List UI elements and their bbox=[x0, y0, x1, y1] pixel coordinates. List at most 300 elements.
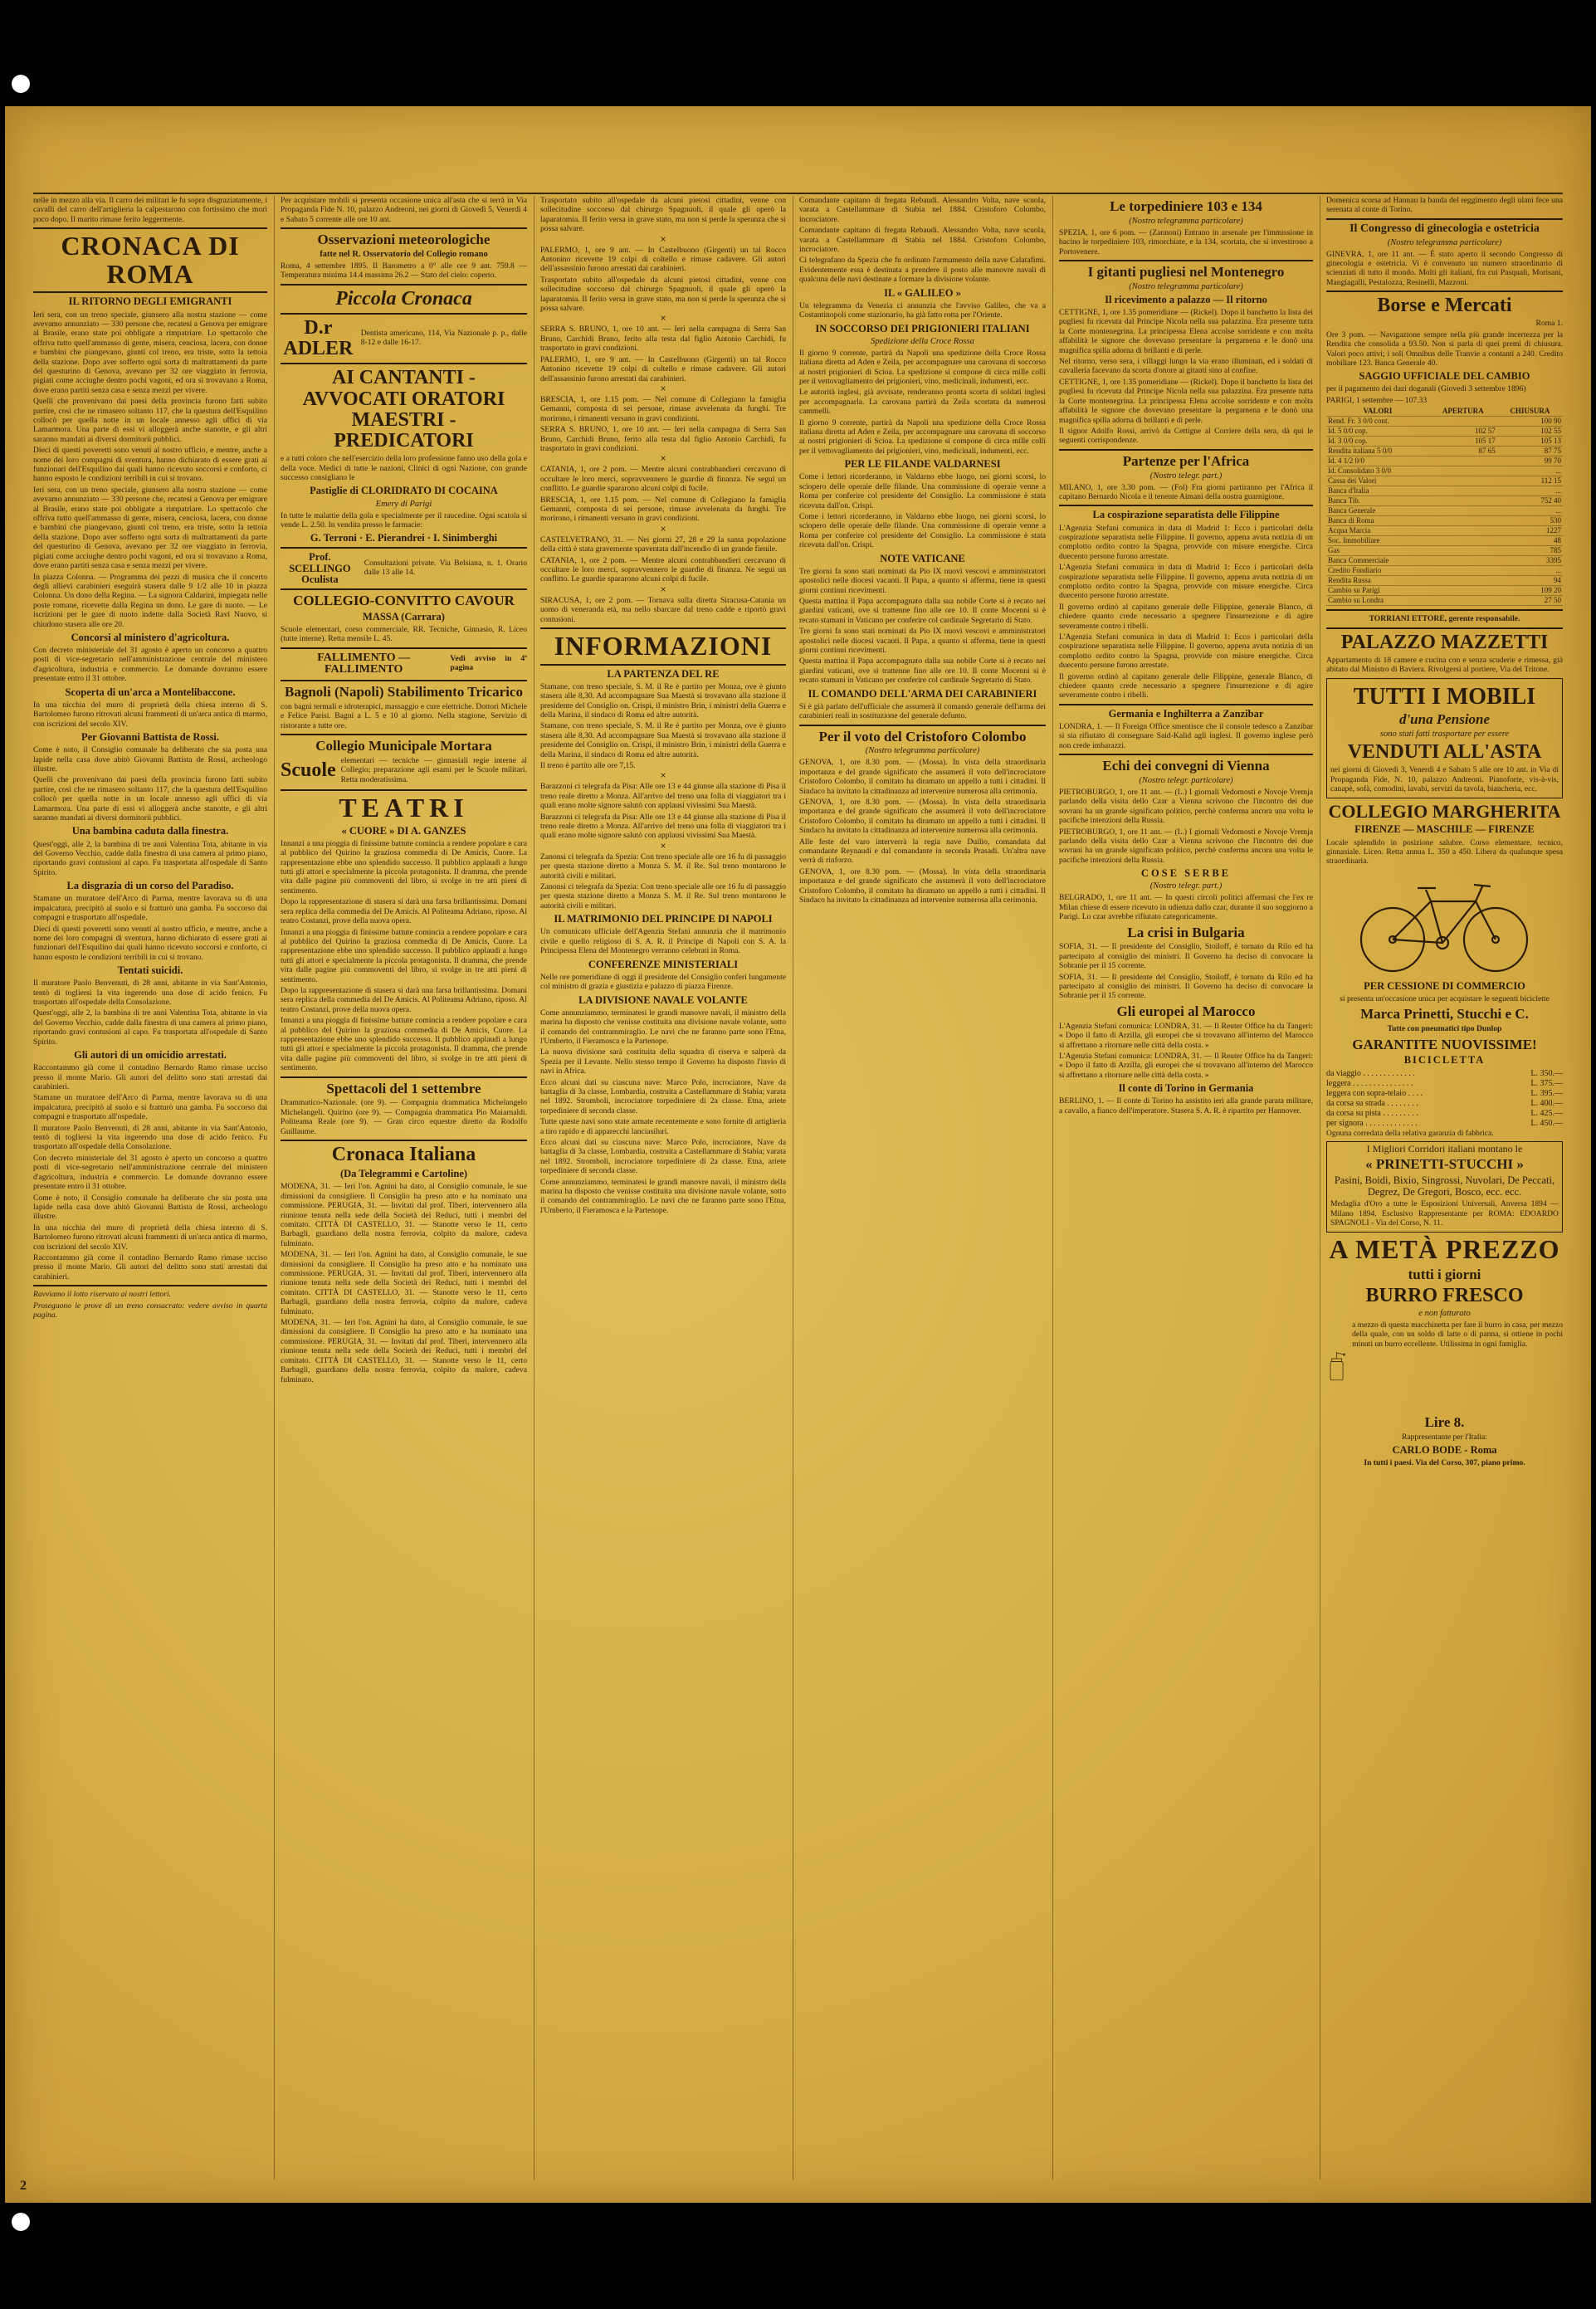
col-header-valori: VALORI bbox=[1326, 407, 1429, 417]
article-subheadline: Spedizione della Croce Rossa bbox=[871, 336, 974, 346]
article-text: Stamane, con treno speciale, S. M. il Re è partito per Monza, ove è giunto stasera alle 8,30. Ad accompagnare Sua Maestà si trovavano alla stazione il presidente del Consiglio on. Crispi, il ministro Brin, i ministri della Guerra e della Marina, il sindaco di Roma ed altre autorità. bbox=[540, 681, 786, 720]
divider bbox=[33, 227, 267, 229]
cell-valore: Gas bbox=[1326, 546, 1429, 556]
cell-valore: Banca Tib. bbox=[1326, 496, 1429, 506]
informazioni-headline: INFORMAZIONI bbox=[554, 631, 773, 661]
borse-city: Roma 1. bbox=[1535, 319, 1563, 329]
article-headline: PER LE FILANDE VALDARNESI bbox=[844, 458, 1001, 471]
cell-chiusura: 785 bbox=[1497, 546, 1563, 556]
cell-valore: Soc. Immobiliare bbox=[1326, 536, 1429, 546]
article-text: Ci telegrafano da Spezia che fu ordinato l'armamento della nave Calatafimi. Evidentemente essa è destinata a prendere il posto alle manovre navali di qualcuna delle navi destinate a formare la divisione volante. bbox=[799, 256, 1046, 285]
mortara-text: elementari — tecniche — ginnasiali regie interne al Collegio; preparazione agli esami per le Scuole militari. Retta moderatissima. bbox=[340, 755, 527, 784]
binding-hole-top bbox=[12, 75, 30, 93]
divider bbox=[281, 789, 527, 791]
brief-text: Raccontammo già come il contadino Bernardo Ramo rimase ucciso presso il monte Mario. Gli autori del delitto sono stati arrestati dai carabinieri. bbox=[33, 1252, 267, 1281]
brief-text: In una nicchia del muro di proprietà della chiesa interno di S. Bartolomeo furono ritrovati alcuni frammenti di un'arca antica di marmo, con iscrizioni del secolo XIV. bbox=[33, 1223, 267, 1252]
cell-apertura bbox=[1429, 417, 1497, 427]
article-text: Trasportato subito all'ospedale da alcuni pietosi cittadini, venne con sollecitudine soccorso dal chirurgo Spagnuoli, il quale gli operò la laparatomia. Il ferito versa in grave stato, ma non si perde la speranza che si possa salvare. bbox=[540, 196, 786, 234]
teatri-text: Innanzi a una pioggia di finissime battute comincia a rendere popolare e cara al pubblico del Quirino la graziosa commedia di De Amicis, Cuore. La rappresentazione ebbe uno splendido successo. Il pubblico applaudì a lungo tutti gli attori e specialmente la piccola protagonista. Il dramma, che prende vita dalle pagine più commoventi del libro, si svolge in tre atti pieni di sentimento. bbox=[281, 927, 527, 984]
article-text: SPEZIA, 1, ore 6 pom. — (Zannoni) Entrano in arsenale per l'immissione in bacino le torpediniere 103, rimorchiate, e la 134, scortata, che si investirono a Portovenere. bbox=[1059, 227, 1313, 256]
article-subheadline: (Nostro telegramma particolare) bbox=[1387, 237, 1502, 247]
borse-headline: Borse e Mercati bbox=[1377, 295, 1512, 317]
meteo-text: Roma, 4 settembre 1895. Il Barometro a 0° alle ore 9 ant. 759.8 — Temperatura minima 14.4 massima 26.2 — Stato del cielo: coperto. bbox=[281, 261, 527, 281]
bici-headline: BICICLETTA bbox=[1403, 1054, 1486, 1067]
bicycle-price: L. 400.— bbox=[1530, 1098, 1563, 1108]
italiana-text: MODENA, 31. — Ieri l'on. Agnini ha dato, al Consiglio comunale, le sue dimissioni da consigliere. Il Consiglio ha preso atto e ha nominato una commissione. PERUGIA, 31. — Invitati dal prof. Tiberi, intervennero alla riunione tenuta nella sede della Società dei Reduci, tutti i membri del comitato. CITTÀ DI CASTELLO, 31. — Stanotte verso le 11, certo Barbagli, guardiano della nostra ferrovia, colpito da malore, cadeva fulminato. bbox=[281, 1182, 527, 1248]
cell-chiusura: 87 75 bbox=[1497, 447, 1563, 456]
brief-text: Stamane un muratore dell'Arco di Parma, mentre lavorava su di una impalcatura, precipitò al suolo e si fratturò una gamba. Fu soccorso dai compagni e trasportato all'ospedale. bbox=[33, 1093, 267, 1122]
burro-headline: BURRO FRESCO bbox=[1365, 1284, 1524, 1306]
article-headline: CONFERENZE MINISTERIALI bbox=[588, 958, 739, 970]
corridori-text2: Medaglia d'Oro a tutte le Esposizioni Universali, Anversa 1894 — Milano 1894. Esclusivo Rappresentante per ROMA: EDOARDO SPAGNOLI - Via del Corso, N. 11. bbox=[1330, 1199, 1559, 1228]
dispatch-text: SIRACUSA, 1, ore 2 pom. — Tornava sulla diretta Siracusa-Catania un uomo di veneranda età, ma nello sbarcare dal treno cadde e riportò gravi contusioni. bbox=[540, 595, 786, 624]
article-subheadline: (Nostro telegr. particolare) bbox=[1139, 776, 1233, 785]
table-row bbox=[1326, 476, 1563, 486]
list-item bbox=[1326, 1119, 1563, 1129]
table-row bbox=[1326, 586, 1563, 596]
mortara-body bbox=[281, 756, 527, 786]
mobili-text: nei giorni di Giovedì 3, Venerdì 4 e Sabato 5 alle ore 10 ant. in Via di Propaganda Fide, N. 10, palazzo Andreoni. Pianoforte, vis-à-vis, canapè, sofà, comodini, lavabi, servizi da tavola, biancheria, ecc. bbox=[1330, 765, 1559, 793]
article-headline: LA DIVISIONE NAVALE VOLANTE bbox=[578, 993, 748, 1006]
brief-text: In piazza Colonna. — Programma dei pezzi di musica che il concerto degli allievi carabinieri eseguirà stasera dalle 9 1/2 alle 10 in piazza Colonna. Un dono della Regina. — La signora Caldarini, impiegata nelle poste romane, ricevette dalla Regina un dono. Le gare di nuoto. — Le iscrizioni per le gare di nuoto indette dalla Società Ravi Nuovo, si chiudono stasera alle ore 20. bbox=[33, 572, 267, 629]
bicycle-type: leggera con sopra-telaio . . . . bbox=[1326, 1088, 1423, 1098]
burro-rappr: Rappresentante per l'Italia: bbox=[1402, 1432, 1487, 1442]
borse-text: Ore 3 pom. — Navigazione sempre nella più grande incertezza per la Rendita che consolida a 93.50. Non si parla di quei premi di chiusura. Valori poco attivi; i soli Omnibus delle Tranvie a contanti a 240. Credito mobiliare 123. Banca Generale 40. bbox=[1326, 330, 1563, 368]
article-headline: Partenze per l'Africa bbox=[1122, 452, 1250, 469]
brief-text: Con decreto ministeriale del 31 agosto è aperto un concorso a quattro posti di vice-segretario nell'amministrazione centrale del ministero d'agricoltura, industria e commercio. Le domande dovranno essere presentate entro il 31 ottobre. bbox=[33, 1153, 267, 1192]
palazzo-text: Appartamento di 18 camere e cucina con e senza scuderie e rimessa, già abitato dal Ministro di Baviera. Rivolgersi al portiere, Via del Tritone. bbox=[1326, 655, 1563, 675]
article-headline: Il Congresso di ginecologia e ostetricia bbox=[1350, 222, 1540, 235]
article-text: L'Agenzia Stefani comunica in data di Madrid 1: Ecco i particolari della cospirazione separatista nelle Filippine. Il governo, appena avuta notizia di un complotto ordito contro la Spagna, provvide con misure energiche. Circa duecento persone furono arrestate. bbox=[1059, 523, 1313, 561]
table-row bbox=[1326, 466, 1563, 476]
article-text: Tutte queste navi sono state armate recentemente e sono fornite di artiglieria a tiro rapido e di apparecchi lanciasiluri. bbox=[540, 1117, 786, 1136]
table-row bbox=[1326, 596, 1563, 606]
article-text: Il giorno 9 corrente, partirà da Napoli una spedizione della Croce Rossa italiana diretta ad Aden e Zeila, per accompagnare una carovana di soccorso ai nostri prigionieri di Scioa. La spedizione si compone di circa mille colli per il vettovagliamento dei prigionieri, vino, medicinali, indumenti, ecc. bbox=[799, 417, 1046, 456]
cell-apertura bbox=[1429, 576, 1497, 586]
brief-text: Come è noto, il Consiglio comunale ha deliberato che sia posta una lapide nella casa dove abitò Giovanni Battista de Rossi, archeologo illustre. bbox=[33, 745, 267, 774]
article-headline: Germania e Inghilterra a Zanzibar bbox=[1108, 707, 1264, 720]
cell-chiusura: 94 bbox=[1497, 576, 1563, 586]
cell-valore: Rendita italiana 5 0/0 bbox=[1326, 447, 1429, 456]
ad-text: Per acquistare mobili si presenta occasione unica all'asta che si terrà in Via Propaganda Fide N. 10, palazzo Andreoni, nei giorni di Giovedì 5, Venerdì 4 e Sabato 5 corrente alle ore 10 ant. bbox=[281, 196, 527, 224]
spettacoli-headline: Spettacoli del 1 settembre bbox=[326, 1080, 481, 1096]
divider bbox=[281, 1140, 527, 1141]
column-3 bbox=[540, 196, 786, 2180]
table-row bbox=[1326, 576, 1563, 586]
article-headline: La cospirazione separatista delle Filippine bbox=[1092, 509, 1280, 521]
article-subheadline: (Nostro telegr. part.) bbox=[1149, 471, 1223, 481]
article-text: Il signor Adolfo Rossi, arrivò da Cettigne al Corriere della sera, dà qui le seguenti corrispondenze. bbox=[1059, 426, 1313, 446]
brief-text: Quest'oggi, alle 2, la bambina di tre anni Valentina Tota, abitante in via del Governo Vecchio, cadde dalla finestra di una camera al primo piano, riportando gravi contusioni al capo. Fu trasportata all'ospedale di Santo Spirito. bbox=[33, 1008, 267, 1047]
mobili-headline: TUTTI I MOBILI bbox=[1353, 683, 1536, 710]
article-text: Questa mattina il Papa accompagnato dalla sua nobile Corte si è recato nei giardini vaticani, ove si trattenne fino alle ore 10. Il conte Mocenni si è recato stamani in Vaticano per conferire col cardinale Segretario di Stato. bbox=[799, 596, 1046, 625]
list-item bbox=[1326, 1069, 1563, 1079]
table-row bbox=[1326, 556, 1563, 566]
corridori-names: Pasini, Boidi, Bixio, Singrossi, Nuvolari, De Peccati, Degrez, De Gregori, Bosco, ecc. ecc. bbox=[1334, 1174, 1555, 1198]
brief-headline: Gli autori di un omicidio arrestati. bbox=[74, 1049, 227, 1062]
cell-apertura bbox=[1429, 466, 1497, 476]
oculista-ad bbox=[281, 552, 527, 584]
brief-text: Stamane un muratore dell'Arco di Parma, mentre lavorava su di una impalcatura, precipitò al suolo e si fratturò una gamba. Fu soccorso dai compagni e trasportato all'ospedale. bbox=[33, 894, 267, 923]
section-masthead: CRONACA DI ROMA bbox=[61, 231, 240, 289]
article-text: L'Agenzia Stefani comunica in data di Madrid 1: Ecco i particolari della cospirazione separatista nelle Filippine. Il governo, appena avuta notizia di un complotto ordito contro la Spagna, provvide con misure energiche. Circa duecento persone furono arrestate. bbox=[1059, 632, 1313, 671]
list-item bbox=[1326, 1099, 1563, 1109]
teatri-text: Dopo la rappresentazione di stasera si darà una farsa brillantissima. Domani sera replica della commedia del De Amicis. Al Politeama Adriano, riposo. Al teatro Costanzi, prove della nuova opera. bbox=[281, 985, 527, 1014]
cell-valore: Cambio su Parigi bbox=[1326, 586, 1429, 596]
page-number: 2 bbox=[20, 2179, 27, 2193]
bicycle-price: L. 425.— bbox=[1530, 1108, 1563, 1118]
separator: × bbox=[660, 772, 666, 781]
cell-chiusura: 3395 bbox=[1497, 556, 1563, 566]
article-text: L'Agenzia Stefani comunica in data di Madrid 1: Ecco i particolari della cospirazione separatista nelle Filippine. Il governo, appena avuta notizia di un complotto ordito contro la Spagna, provvide con misure energiche. Circa duecento persone furono arrestate. bbox=[1059, 563, 1313, 601]
cell-valore: Id. 3 0/0 cop. bbox=[1326, 437, 1429, 447]
cessione-headline: PER CESSIONE DI COMMERCIO bbox=[1364, 979, 1525, 992]
table-row bbox=[1326, 437, 1563, 447]
bicycle-price-list bbox=[1326, 1069, 1563, 1129]
article-text: nelle in mezzo alla via. Il carro dei militari le fu sopra disgraziatamente, i cavalli del carro dell'artiglieria la calpestarono con fortissimo che morì poco dopo. Il marito rimase ferito leggermente. bbox=[33, 196, 267, 224]
cell-valore: Id. Consolidato 3 0/0 bbox=[1326, 466, 1429, 476]
separator: × bbox=[660, 842, 666, 851]
meta-sub: tutti i giorni bbox=[1408, 1266, 1481, 1282]
cell-valore: Id. 4 1/2 0/0 bbox=[1326, 456, 1429, 466]
article-text: Zanonsi ci telegrafa da Spezia: Con treno speciale alle ore 16 fu di passaggio per questa stazione diretto a Monza S. M. il Re. Sul treno montarono le autorità civili e militari. bbox=[540, 852, 786, 881]
article-text: Il governo ordinò al capitano generale delle Filippine, generale Blanco, di chiedere quanto crede necessario a spegnere l'insurrezione e di agire severamente contro i ribelli. bbox=[1059, 602, 1313, 631]
article-text: PIETROBURGO, 1, ore 11 ant. — (L.) I giornali Vedomosti e Novoje Vremja parlando della visita dello Czar a Vienna scrivono che l'incontro dei due sovrani ha un grande significato politico, perchè conferma ancora una volta le pacifiche intenzioni della Russia. bbox=[1059, 788, 1313, 826]
cell-valore: Id. 5 0/0 cop. bbox=[1326, 427, 1429, 437]
margherita-text: Locale splendido in posizione salubre. Corso elementare, tecnico, ginnasiale. Liceo. Retta annua L. 350 a 450. Libera da qualunque spesa straordinaria. bbox=[1326, 837, 1563, 866]
dispatch-text: Trasportato subito all'ospedale da alcuni pietosi cittadini, venne con sollecitudine soccorso dal chirurgo Spagnuoli, il quale gli operò la laparatomia. Il ferito versa in grave stato, ma non si perde la speranza che si possa salvare. bbox=[540, 275, 786, 314]
article-headline: LA PARTENZA DEL RE bbox=[607, 667, 720, 680]
brief-text: Quest'oggi, alle 2, la bambina di tre anni Valentina Tota, abitante in via del Governo Vecchio, cadde dalla finestra di una camera al primo piano, riportando gravi contusioni al capo. Fu trasportata all'ospedale di Santo Spirito. bbox=[33, 839, 267, 877]
cell-apertura bbox=[1429, 486, 1497, 496]
cell-valore: Rendita Russa bbox=[1326, 576, 1429, 586]
article-headline: Per il voto del Cristoforo Colombo bbox=[818, 728, 1027, 744]
article-text: LONDRA, 1. — Il Foreign Office smentisce che il console tedesco a Zanzibar si sia rifiutato di consegnare Said-Kalid agli inglesi. Il governo inglese però non crede imbarazzi. bbox=[1059, 721, 1313, 750]
cell-chiusura: ... bbox=[1497, 566, 1563, 576]
quotations-table bbox=[1326, 407, 1563, 606]
fallimento-tail: Vedi avviso in 4ª pagina bbox=[450, 653, 527, 673]
cell-apertura: 105 17 bbox=[1429, 437, 1497, 447]
cell-chiusura: 105 13 bbox=[1497, 437, 1563, 447]
article-text: Barazzoni ci telegrafa da Pisa: Alle ore 13 e 44 giunse alla stazione di Pisa il treno reale diretto a Monza. All'arrivo del treno una folla di viaggiatori tra i quali erano molte signore salutò con applausi vivissimi Sua Maestà. bbox=[540, 812, 786, 841]
brief-headline: Una bambina caduta dalla finestra. bbox=[71, 825, 229, 837]
article-text: Dieci di questi poveretti sono venuti al nostro ufficio, e mentre, anche a nome dei loro compagni di sventura, hanno dichiarato di essere grati ai funzionari dell'Esquilino dai quali hanno ricevuto soccorsi e conforto, ci hanno esposto le condizioni terribili in cui si trovano. bbox=[33, 446, 267, 484]
bicycle-price: L. 395.— bbox=[1530, 1088, 1563, 1098]
table-row bbox=[1326, 427, 1563, 437]
article-text: GENOVA, 1, ore 8.30 pom. — (Mossa). In vista della straordinaria importanza e del grande significato che assumerà il voto dell'incrociatore Cristoforo Colombo, il comitato ha diramato un appello a tutti i cittadini. Il Sindaco ha invitato la cittadinanza ad intervenire numerosa alla cerimonia. bbox=[799, 797, 1046, 836]
italiana-sub: (Da Telegrammi e Cartoline) bbox=[339, 1168, 468, 1180]
article-subheadline: (Nostro telegramma particolare) bbox=[865, 746, 980, 756]
brief-headline: Concorsi al ministero d'agricoltura. bbox=[71, 631, 230, 643]
cell-apertura bbox=[1429, 596, 1497, 606]
article-text: PIETROBURGO, 1, ore 11 ant. — (L.) I giornali Vedomosti e Novoje Vremja parlando della visita dello Czar a Vienna scrivono che l'incontro dei due sovrani ha un grande significato politico, perchè conferma ancora una volta le pacifiche intenzioni della Russia. bbox=[1059, 827, 1313, 865]
brief-text: In una nicchia del muro di proprietà della chiesa interno di S. Bartolomeo furono ritrovati alcuni frammenti di un'arca antica di marmo, con iscrizioni del secolo XIV. bbox=[33, 700, 267, 729]
divider bbox=[1059, 505, 1313, 506]
table-row bbox=[1326, 526, 1563, 536]
divider bbox=[281, 680, 527, 681]
cell-chiusura: 1227 bbox=[1497, 526, 1563, 536]
table-row bbox=[1326, 417, 1563, 427]
cell-chiusura: ... bbox=[1497, 506, 1563, 516]
dispatch-text: CATANIA, 1, ore 2 pom. — Mentre alcuni contrabbandieri cercavano di occultare le loro merci, sopravvennero le guardie di finanza. Ne seguì un conflitto. Le guardie spararono alcuni colpi di fucile. bbox=[540, 555, 786, 584]
venduti-headline: VENDUTI ALL'ASTA bbox=[1347, 740, 1542, 763]
article-subheadline: (Nostro telegramma particolare) bbox=[1129, 281, 1243, 291]
burro-sub: e non fatturato bbox=[1418, 1309, 1471, 1319]
list-item bbox=[1326, 1089, 1563, 1099]
table-row bbox=[1326, 496, 1563, 506]
divider bbox=[540, 627, 786, 629]
brief-headline: La disgrazia di un corso del Paradiso. bbox=[66, 880, 234, 892]
cell-valore: Acqua Marcia bbox=[1326, 526, 1429, 536]
divider bbox=[281, 284, 527, 286]
article-text: Questa mattina il Papa accompagnato dalla sua nobile Corte si è recato nei giardini vaticani, ove si trattenne fino alle ore 10. Il conte Mocenni si è recato stamani in Vaticano per conferire col cardinale Segretario di Stato. bbox=[799, 657, 1046, 686]
article-text: CETTIGNE, 1, ore 1.35 pomeridiane — (Rickel). Dopo il banchetto la lista dei pugliesi fu ricevuta dal Principe Nicola nella sua palazzina. Era presente tutta la Corte montenegrina. La principessa Elena accolse sorridente e con molta affabilità le signore che dovevano presentare la pergamena e le donò una magnifica spilla adorna di brillanti e di perle. bbox=[1059, 377, 1313, 425]
article-text: Ieri sera, con un treno speciale, giunsero alla nostra stazione — come avevamo annunziato — 330 persone che, recatesi a Genova per emigrare al Brasile, erano state poi obbligate a rimpatriare. Lo spettacolo che offriva tutto quell'ammasso di gente, misera, cenciosa, lacera, con donne e bambini che piangevano, giunti col treno, era triste, sotto la tettoia della stazione. Dopo aver sofferto ogni sorta di maltrattamenti da parte del questurino di Genova, avevano per 32 ore viaggiato in ferrovia, pigiati come acciughe dentro pochi vagoni, ed ora si trovavano a Roma, dove erano partiti senza casa e senza mezzi per vivere. bbox=[33, 485, 267, 571]
article-headline: IL « GALILEO » bbox=[884, 286, 961, 299]
corridori-ad bbox=[1326, 1141, 1563, 1233]
cell-apertura bbox=[1429, 556, 1497, 566]
cell-apertura bbox=[1429, 586, 1497, 596]
divider bbox=[33, 1285, 267, 1286]
cell-chiusura: 112 15 bbox=[1497, 476, 1563, 486]
brief-text: Come è noto, il Consiglio comunale ha deliberato che sia posta una lapide nella casa dove abitò Giovanni Battista de Rossi, archeologo illustre. bbox=[33, 1193, 267, 1222]
divider bbox=[281, 227, 527, 229]
brief-headline: Scoperta di un'arca a Montelibaccone. bbox=[65, 686, 236, 698]
dispatch-text: PALERMO, 1, ore 9 ant. — In Castelbuono (Girgenti) un tal Rocco Antonino ricevette 19 colpi di coltello e rimase cadavere. Gli autori dell'assassinio furono arrestati dai carabinieri. bbox=[540, 354, 786, 383]
col-header-apertura: APERTURA bbox=[1429, 407, 1497, 417]
brief-text: Dieci di questi poveretti sono venuti al nostro ufficio, e mentre, anche a nome dei loro compagni di sventura, hanno dichiarato di essere grati ai funzionari dell'Esquilino dai quali hanno ricevuto soccorsi e conforto, ci hanno esposto le condizioni terribili in cui si trovano. bbox=[33, 924, 267, 962]
teatri-sub: « CUORE » DI A. GANZES bbox=[341, 824, 466, 837]
article-headline: IL RITORNO DEGLI EMIGRANTI bbox=[68, 295, 232, 308]
column-5 bbox=[1059, 196, 1313, 2180]
divider bbox=[799, 725, 1046, 726]
cell-chiusura: 100 90 bbox=[1497, 417, 1563, 427]
brief-text: Il muratore Paolo Benvenuti, di 28 anni, abitante in via Sant'Antonio, tentò di togliersi la vita ingerendo una dose di acido fenico. Fu trasportato all'ospedale della Consolazione. bbox=[33, 1123, 267, 1152]
fallimento-ad bbox=[281, 652, 527, 676]
table-row bbox=[1326, 536, 1563, 546]
dispatch-text: PALERMO, 1, ore 9 ant. — In Castelbuono (Girgenti) un tal Rocco Antonino ricevette 19 colpi di coltello e rimase cadavere. Gli autori dell'assassinio furono arrestati dai carabinieri. bbox=[540, 245, 786, 274]
burro-body bbox=[1326, 1320, 1563, 1412]
cambio-text: per il pagamento dei dazi doganali (Giovedì 3 settembre 1896) bbox=[1326, 384, 1526, 394]
article-text: Nelle ore pomeridiane di oggi il presidente del Consiglio conferì lungamente col ministro di grazia e giustizia e palazzo di piazza Firenze. bbox=[540, 972, 786, 992]
bicycle-type: da viaggio . . . . . . . . . . . . . bbox=[1326, 1068, 1415, 1078]
article-text: L'Agenzia Stefani comunica: LONDRA, 31. — Il Reuter Office ha da Tangeri: « Dopo il fatto di Arzilla, gli europei che si trovavano all'interno del Marocco si affrettano a ritornare nelle città della costa. » bbox=[1059, 1021, 1313, 1050]
divider bbox=[281, 363, 527, 364]
bicycle-illustration bbox=[1350, 870, 1540, 978]
column-2 bbox=[281, 196, 527, 2180]
article-headline: La crisi in Bulgaria bbox=[1127, 924, 1245, 940]
cell-apertura bbox=[1429, 526, 1497, 536]
divider bbox=[540, 664, 786, 666]
article-headline: IL MATRIMONIO DEL PRINCIPE DI NAPOLI bbox=[554, 913, 773, 925]
burro-text: a mezzo di questa macchinetta per fare il burro in casa, per mezzo della quale, con un soldo di latte o di panna, si ottiene in pochi minuti un burro eccellente. Utilissima in ogni famiglia. bbox=[1352, 1320, 1563, 1349]
table-header-row bbox=[1326, 407, 1563, 417]
oculista-name: Prof. SCELLINGO Oculista bbox=[289, 551, 351, 585]
article-text: Alle feste del varo interverrà la regia nave Duilio, comandata dal comandante Reynaudi e dal comandante in seconda Prasadi. Un'altra nave verrà di rinforzo. bbox=[799, 837, 1046, 866]
article-headline: Il conte di Torino in Germania bbox=[1118, 1082, 1254, 1095]
article-text: Ecco alcuni dati su ciascuna nave: Marco Polo, incrociatore, Nave da battaglia di 3a classe, Lombardia, costruita a Castellammare di Stabia; varata nel 1892. Stromboli, incrociatore torpediniere di 2a classe. Etna, ariete torpediniere di seconda classe. bbox=[540, 1077, 786, 1115]
cell-chiusura: ... bbox=[1497, 466, 1563, 476]
burro-corso: In tutti i paesi. Via del Corso, 307, piano primo. bbox=[1364, 1458, 1525, 1468]
separator: × bbox=[660, 315, 666, 324]
mobili-sub: d'una Pensione bbox=[1398, 711, 1491, 728]
burro-bode: CARLO BODE - Roma bbox=[1392, 1444, 1497, 1457]
mobili-small: sono stati fatti trasportare per essere bbox=[1379, 729, 1510, 739]
ad-product-sub: Emery di Parigi bbox=[375, 499, 432, 509]
cell-valore: Rend. Fr. 3 0/0 cont. bbox=[1326, 417, 1429, 427]
cambio-value: PARIGI, 1 settembre — 107.33 bbox=[1326, 395, 1428, 405]
article-text: Comandante capitano di fregata Rebaudi. Alessandro Volta, nave scuola, varata a Castellammare di Stabia nel 1884. Cristoforo Colombo, incrociatore. bbox=[799, 196, 1046, 224]
table-row bbox=[1326, 516, 1563, 526]
meteo-subheadline: fatte nel R. Osservatorio del Collegio romano bbox=[320, 250, 488, 260]
italiana-headline: Cronaca Italiana bbox=[331, 1144, 476, 1166]
cell-valore: Credito Fondiario bbox=[1326, 566, 1429, 576]
divider bbox=[1059, 260, 1313, 261]
brief-text: Con decreto ministeriale del 31 agosto è aperto un concorso a quattro posti di vice-segretario nell'amministrazione centrale del ministero d'agricoltura, industria e commercio. Le domande dovranno essere presentate entro il 31 ottobre. bbox=[33, 646, 267, 684]
bicycle-type: da corsa su pista . . . . . . . . . bbox=[1326, 1108, 1418, 1118]
teatri-text: Dopo la rappresentazione di stasera si darà una farsa brillantissima. Domani sera replica della commedia del De Amicis. Al Politeama Adriano, riposo. Al teatro Costanzi, prove della nuova opera. bbox=[281, 897, 527, 926]
meteo-headline: Osservazioni meteorologiche bbox=[317, 232, 491, 248]
separator: × bbox=[660, 455, 666, 464]
fallimento-headline: FALLIMENTO — FALLIMENTO bbox=[317, 651, 411, 676]
ad-headline: AI CANTANTI - AVVOCATI ORATORI MAESTRI - PREDICATORI bbox=[302, 367, 505, 452]
article-text: GENOVA, 1, ore 8.30 pom. — (Mossa). In vista della straordinaria importanza e del grande significato che assumerà il voto dell'incrociatore Cristoforo Colombo, il comitato ha diramato un appello a tutti i cittadini. Il Sindaco ha invitato la cittadinanza ad intervenire numerosa alla cerimonia. bbox=[799, 758, 1046, 796]
divider bbox=[33, 291, 267, 293]
article-text: Il giorno 9 corrente, partirà da Napoli una spedizione della Croce Rossa italiana diretta ad Aden e Zeila, per accompagnare una carovana di soccorso ai nostri prigionieri di Scioa. La spedizione si compone di circa mille colli per il vettovagliamento dei prigionieri, vino, medicinali, indumenti, ecc. bbox=[799, 348, 1046, 386]
bicycle-type: per signora . . . . . . . . . . . . . bbox=[1326, 1118, 1418, 1128]
cell-chiusura: ... bbox=[1497, 486, 1563, 496]
divider bbox=[1326, 218, 1563, 220]
cell-apertura bbox=[1429, 476, 1497, 486]
column-4 bbox=[799, 196, 1046, 2180]
col-header-chiusura: CHIUSURA bbox=[1497, 407, 1563, 417]
cell-chiusura: 530 bbox=[1497, 516, 1563, 526]
article-text: Come i lettori ricorderanno, in Valdarno ebbe luogo, nei giorni scorsi, lo sciopero delle operaie delle filande. Una commissione di operaie venne a Roma per conferire col presidente del Consiglio. La commissione è stata ricevuta dall'on. Crispi. bbox=[799, 472, 1046, 510]
divider bbox=[281, 734, 527, 735]
meta-headline: A METÀ PREZZO bbox=[1329, 1234, 1560, 1265]
article-headline: IL COMANDO DELL'ARMA DEI CARABINIERI bbox=[808, 687, 1037, 700]
article-text: Tre giorni fa sono stati nominati da Pio IX nuovi vescovi e amministratori apostolici nelle diocesi vacanti. Il Papa, a quanto si afferma, tiene in questi giorni continui ricevimenti. bbox=[799, 566, 1046, 595]
brief-text: Raccontammo già come il contadino Bernardo Ramo rimase ucciso presso il monte Mario. Gli autori del delitto sono stati arrestati dai carabinieri. bbox=[33, 1063, 267, 1092]
cell-apertura bbox=[1429, 506, 1497, 516]
ad-text: In tutte le malattie della gola e specialmente per il raucedine. Ogni scatola si vende L. 2.50. In vendita presso le farmacie: bbox=[281, 510, 527, 530]
divider bbox=[1326, 609, 1563, 611]
oculista-text: Consultazioni private. Via Belsiana, n. 1. Orario dalle 13 alle 14. bbox=[364, 558, 527, 578]
mobili-ad bbox=[1326, 678, 1563, 799]
article-text: Come annunziammo, terminatesi le grandi manovre navali, il ministro della marina ha disposto che venisse costituita una divisione navale volante, sotto il comando del contrammiraglio. Le navi che ne faranno parte sono l'Etna, l'Umberto, il Fieramosca e la Partenope. bbox=[540, 1008, 786, 1046]
article-text: Domenica scorsa ad Hannau la banda del reggimento degli ulani fece una serenata al conte di Torino. bbox=[1326, 196, 1563, 215]
cell-apertura bbox=[1429, 566, 1497, 576]
cell-apertura bbox=[1429, 456, 1497, 466]
article-text: Nel ritorno, verso sera, i villaggi lungo la via erano illuminati, ed i soldati di cavalleria facevano da scorta d'onore ai gitanti sino al confine. bbox=[1059, 357, 1313, 376]
cell-valore: Banca di Roma bbox=[1326, 516, 1429, 526]
ad-product: Pastiglie di CLORIDRATO DI COCAINA bbox=[310, 485, 498, 497]
divider bbox=[281, 547, 527, 549]
divider bbox=[1326, 290, 1563, 292]
article-text: Ieri sera, con un treno speciale, giunsero alla nostra stazione — come avevamo annunziato — 330 persone che, recatesi a Genova per emigrare al Brasile, erano state poi obbligate a rimpatriare. Lo spettacolo che offriva tutto quell'ammasso di gente, misera, cenciosa, lacera, con donne e bambini che piangevano, giunti col treno, era triste, sotto la tettoia della stazione. Dopo aver sofferto ogni sorta di maltrattamenti da parte del questurino di Genova, avevano per 32 ore viaggiato in ferrovia, pigiati come acciughe dentro pochi vagoni, ed ora si trovavano a Roma, dove erano partiti senza casa e senza mezzi per vivere. bbox=[33, 310, 267, 395]
ad-text: e a tutti coloro che nell'esercizio della loro professione fanno uso della gola e della voce. Medici di tutte le nazioni, Clinici di ogni Nazione, con grande successo consigliano le bbox=[281, 454, 527, 482]
brief-text: Quelli che provenivano dai paesi della provincia furono fatti subito partire, così che ne rimasero soltanto 117, che la questura dell'Esquilino collocò per quella notte in un locale annesso agli uffici di via Lamarmora. Una parte di essi vi alloggerà anche stanotte, e gli altri saranno mandati ai diversi dormitorii pubblici. bbox=[33, 775, 267, 823]
bicycle-price: L. 375.— bbox=[1530, 1078, 1563, 1088]
cell-chiusura: 752 40 bbox=[1497, 496, 1563, 506]
burro-price: Lire 8. bbox=[1424, 1414, 1465, 1431]
footer-note: Ravviamo il lotto riservato ai nostri lettori. bbox=[33, 1290, 172, 1300]
bagnoli-headline: Bagnoli (Napoli) Stabilimento Tricarico bbox=[285, 684, 523, 700]
binding-hole-bottom bbox=[12, 2213, 30, 2231]
convitto-headline: COLLEGIO-CONVITTO CAVOUR bbox=[293, 592, 515, 608]
article-text: Le autorità inglesi, già avvisate, renderanno pronta scorta di soldati inglesi per accompagnarla. La carovana partirà da Zeila scortata da numerosi cammelli. bbox=[799, 388, 1046, 417]
cell-apertura bbox=[1429, 496, 1497, 506]
divider bbox=[281, 647, 527, 649]
mortara-scuole: Scuole bbox=[281, 759, 336, 782]
article-headline: COSE SERBE bbox=[1140, 867, 1232, 880]
brief-headline: Tentati suicidi. bbox=[117, 964, 183, 977]
section-headline: Piccola Cronaca bbox=[335, 287, 472, 310]
dispatch-text: BRESCIA, 1, ore 1.15 pom. — Nel comune di Collegiano la famiglia Gemanni, composta di sei persone, rimase avvelenata da funghi. Tre morirono, i rimanenti versano in gravi condizioni. bbox=[540, 495, 786, 524]
top-rule bbox=[33, 193, 1563, 194]
table-row bbox=[1326, 546, 1563, 556]
convitto-sub: MASSA (Carrara) bbox=[363, 610, 445, 622]
dispatch-text: SERRA S. BRUNO, 1, ore 10 ant. — Ieri nella campagna di Serra San Bruno, Carchidi Bruno, ferito alla testa dal figlio Antonio Carchidi, fu trasportato in gravi condizioni. bbox=[540, 325, 786, 354]
table-row bbox=[1326, 486, 1563, 496]
cell-apertura: 102 57 bbox=[1429, 427, 1497, 437]
article-text: SOFIA, 31. — Il presidente del Consiglio, Stoiloff, è tornato da Rilo ed ha partecipato al consiglio dei ministri. Il Governo ha deciso di convocare la Sobranie per il 15 corrente. bbox=[1059, 942, 1313, 971]
article-text: Si è già parlato dell'ufficiale che assumerà il comando generale dell'arma dei carabinieri reali in sostituzione del generale defunto. bbox=[799, 701, 1046, 721]
dispatch-text: SERRA S. BRUNO, 1, ore 10 ant. — Ieri nella campagna di Serra San Bruno, Carchidi Bruno, ferito alla testa dal figlio Antonio Carchidi, fu trasportato in gravi condizioni. bbox=[540, 425, 786, 453]
divider bbox=[281, 313, 527, 315]
corridori-text: I Migliori Corridori italiani montano le bbox=[1366, 1142, 1523, 1154]
ad-pharmacies: G. Terroni · E. Pierandrei · I. Sinimberghi bbox=[310, 532, 498, 544]
divider bbox=[1059, 704, 1313, 705]
article-text: CETTIGNE, 1, ore 1.35 pomeridiane — (Rickel). Dopo il banchetto la lista dei pugliesi fu ricevuta dal Principe Nicola nella sua palazzina. Era presente tutta la Corte montenegrina. La principessa Elena accolse sorridente e con molta affabilità le signore che dovevano presentare la pergamena e le donò una magnifica spilla adorna di brillanti e di perle. bbox=[1059, 308, 1313, 355]
article-text: BERLINO, 1. — Il conte di Torino ha assistito ieri alla grande parata militare, a cavallo, a fianco dell'imperatore. Stasera S. A. R. è ripartito per Hannover. bbox=[1059, 1096, 1313, 1115]
cell-valore: Cambio su Londra bbox=[1326, 596, 1429, 606]
table-row bbox=[1326, 447, 1563, 456]
article-text: Ecco alcuni dati su ciascuna nave: Marco Polo, incrociatore, Nave da battaglia di 3a classe, Lombardia, costruita a Castellammare di Stabia; varata nel 1892. Stromboli, incrociatore torpediniere di 2a classe. Etna, ariete torpediniere di seconda classe. bbox=[540, 1137, 786, 1176]
garantite-headline: GARANTITE NUOVISSIME! bbox=[1352, 1036, 1537, 1052]
table-row bbox=[1326, 456, 1563, 466]
article-text: BELGRADO, 1, ore 11 ant. — In questi circoli politici affermasi che l'ex re Milan chiese di essere ricevuto in udienza dallo czar, durante il suo soggiorno a Parigi. Lo czar avrebbe rifiutato categoricamente. bbox=[1059, 893, 1313, 922]
article-text: SOFIA, 31. — Il presidente del Consiglio, Stoiloff, è tornato da Rilo ed ha partecipato al consiglio dei ministri. Il Governo ha deciso di convocare la Sobranie per il 15 corrente. bbox=[1059, 972, 1313, 1001]
article-subheadline: (Nostro telegramma particolare) bbox=[1129, 216, 1243, 226]
italiana-text: MODENA, 31. — Ieri l'on. Agnini ha dato, al Consiglio comunale, le sue dimissioni da consigliere. Il Consiglio ha preso atto e ha nominato una commissione. PERUGIA, 31. — Invitati dal prof. Tiberi, intervennero alla riunione tenuta nella sede della Società dei Reduci, tutti i membri del comitato. CITTÀ DI CASTELLO, 31. — Stanotte verso le 11, certo Barbagli, guardiano della nostra ferrovia, colpito da malore, cadeva fulminato. bbox=[281, 1250, 527, 1316]
column-1 bbox=[33, 196, 267, 2180]
adler-ad bbox=[281, 318, 527, 359]
bici-text: Ognuna corredata della relativa garanzia di fabbrica. bbox=[1326, 1128, 1494, 1138]
article-text: Come annunziammo, terminatesi le grandi manovre navali, il ministro della marina ha disposto che venisse costituita una divisione navale volante, sotto il comando del contrammiraglio. Le navi che ne faranno parte sono l'Etna, l'Umberto, il Fieramosca e la Partenope. bbox=[540, 1177, 786, 1215]
spettacoli-text: Drammatico-Nazionale. (ore 9). — Compagnia drammatica Michelangelo Michelangeli. Quirino (ore 9). — Compagnia drammatica Pio Maiarnaldi. Politeama Reale (ore 9). — Gran circo equestre diretto da Rodolfo Guillaume. bbox=[281, 1098, 527, 1136]
convitto-text: Scuole elementari, corso commerciale, RR. Tecniche, Ginnasio, R. Liceo (tutte interne). Retta mensile L. 45. bbox=[281, 624, 527, 644]
cell-valore: Cassa dei Valori bbox=[1326, 476, 1429, 486]
divider bbox=[281, 588, 527, 590]
brief-text: Il muratore Paolo Benvenuti, di 28 anni, abitante in via Sant'Antonio, tentò di togliersi la vita ingerendo una dose di acido fenico. Fu trasportato all'ospedale della Consolazione. bbox=[33, 979, 267, 1008]
dispatch-text: CATANIA, 1, ore 2 pom. — Mentre alcuni contrabbandieri cercavano di occultare le loro merci, sopravvennero le guardie di finanza. Ne seguì un conflitto. Le guardie spararono alcuni colpi di fucile. bbox=[540, 465, 786, 494]
separator: × bbox=[660, 235, 666, 244]
separator: × bbox=[660, 525, 666, 534]
article-text: MILANO, 1, ore 3.30 pom. — (Fol) Fra giorni partiranno per l'Africa il capitano Bernardo Nicola e il tenente Aimani della nostra guarnigione. bbox=[1059, 482, 1313, 501]
article-text: Zanonsi ci telegrafa da Spezia: Con treno speciale alle ore 16 fu di passaggio per questa stazione diretto a Monza S. M. il Re. Sul treno montarono le autorità civili e militari. bbox=[540, 882, 786, 910]
divider bbox=[281, 1076, 527, 1078]
table-row bbox=[1326, 566, 1563, 576]
table-row bbox=[1326, 506, 1563, 516]
bicycle-price: L. 350.— bbox=[1530, 1068, 1563, 1078]
bicycle-type: da corsa su strada . . . . . . . . bbox=[1326, 1098, 1418, 1108]
palazzo-headline: PALAZZO MAZZETTI bbox=[1340, 631, 1549, 653]
article-text: Tre giorni fa sono stati nominati da Pio IX nuovi vescovi e amministratori apostolici nelle diocesi vacanti. Il Papa, a quanto si afferma, tiene in questi giorni continui ricevimenti. bbox=[799, 627, 1046, 655]
article-text: Quelli che provenivano dai paesi della provincia furono fatti subito partire, così che ne rimasero soltanto 117, che la questura dell'Esquilino collocò per quella notte in un locale annesso agli uffici di via Lamarmora. Una parte di essi vi alloggerà anche stanotte, e gli altri saranno mandati ai diversi dormitorii pubblici. bbox=[33, 397, 267, 444]
cell-chiusura: 109 20 bbox=[1497, 586, 1563, 596]
article-headline: Le torpediniere 103 e 134 bbox=[1110, 198, 1262, 214]
